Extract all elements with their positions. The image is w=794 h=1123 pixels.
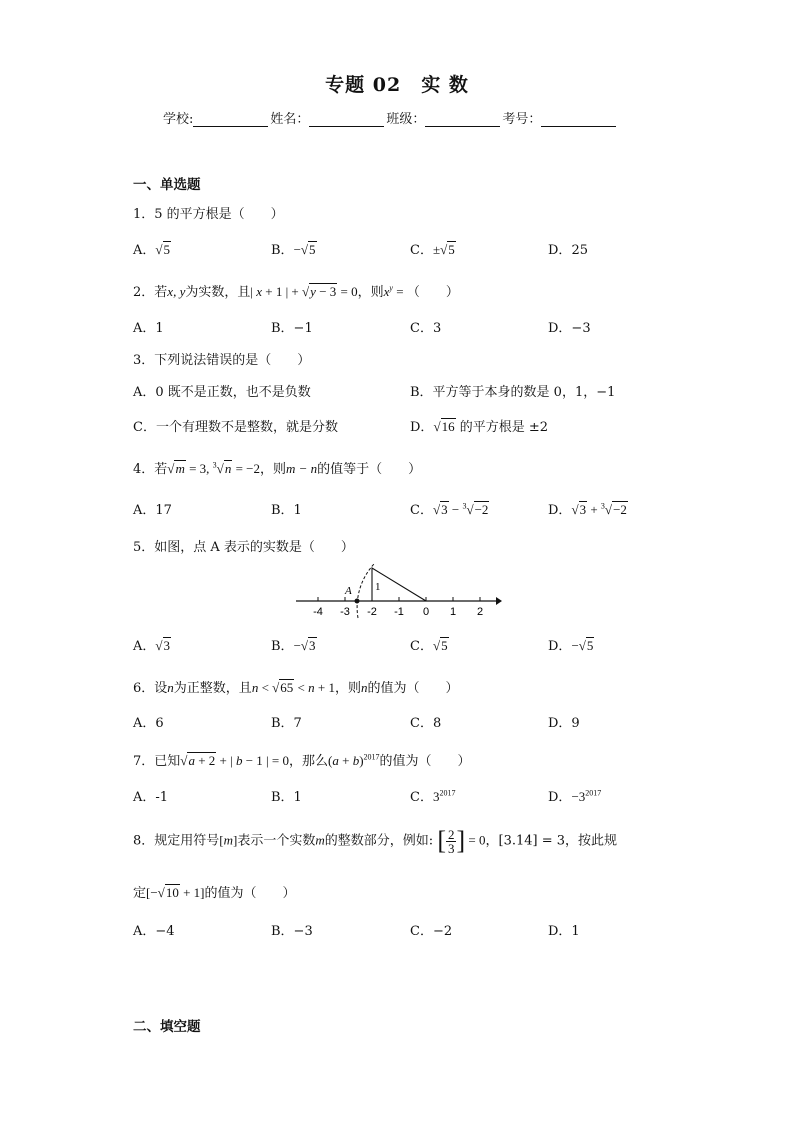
q2-option-b[interactable]: B．−1	[271, 321, 313, 336]
question-5: 5．如图，点 A 表示的实数是（ ）	[133, 540, 354, 555]
q8-option-a[interactable]: A．−4	[133, 924, 175, 939]
question-8-line-2: 定[−√10 + 1]的值为（ ）	[133, 885, 296, 901]
question-4: 4．若√m = 3, $^3$√n = −2，则m − n的值等于（ ）	[133, 460, 422, 477]
q7-option-b[interactable]: B．1	[271, 790, 302, 805]
student-info-line	[163, 108, 618, 127]
axis-arrow	[496, 597, 502, 605]
page-title: 专题 02 实 数	[325, 74, 469, 96]
q7-option-a[interactable]: A．-1	[133, 790, 169, 805]
question-6: 6．设n为正整数，且n < √65 < n + 1，则n的值为（ ）	[133, 680, 459, 696]
point-a	[355, 599, 360, 604]
q1-option-a[interactable]: A．√5	[133, 242, 171, 258]
number-blank[interactable]	[541, 112, 616, 127]
q4-option-c[interactable]: C．√3 − $^3$√−2	[410, 501, 489, 518]
name-blank[interactable]	[309, 112, 384, 127]
number-line-figure	[290, 560, 505, 624]
axis-tick-label: 1	[449, 606, 457, 618]
q5-option-a[interactable]: A．√3	[133, 638, 171, 654]
q3-option-a[interactable]: A．0 既不是正数，也不是负数	[133, 385, 311, 400]
class-blank[interactable]	[425, 112, 500, 127]
question-number: 1．	[133, 207, 155, 222]
question-text: 5 的平方根是（ ）	[154, 207, 284, 222]
q8-option-c[interactable]: C．−2	[410, 924, 453, 939]
axis-tick-label: 2	[476, 606, 484, 618]
q7-option-d[interactable]: D．$-3^{2017}$	[548, 788, 602, 805]
question-7: 7．已知√a + 2 + | b − 1 | = 0，那么$(a + b)^{2017}$的值为（ ）	[133, 752, 471, 769]
q6-option-b[interactable]: B．7	[271, 716, 302, 731]
height-label: 1	[375, 581, 381, 593]
q5-option-d[interactable]: D．−√5	[548, 638, 594, 654]
q4-option-d[interactable]: D．√3 + $^3$√−2	[548, 501, 627, 518]
axis-tick-label: 0	[422, 606, 430, 618]
q6-option-c[interactable]: C．8	[410, 716, 442, 731]
school-label: 学校:	[163, 112, 194, 127]
q4-option-b[interactable]: B．1	[271, 503, 302, 518]
section-heading-fill-blank: 二、填空题	[133, 1019, 201, 1035]
school-blank[interactable]	[193, 112, 268, 127]
axis-tick-label: -4	[313, 606, 323, 618]
q1-option-d[interactable]: D．25	[548, 243, 588, 258]
q3-option-c[interactable]: C．一个有理数不是整数，就是分数	[133, 420, 338, 435]
q5-option-c[interactable]: C．√5	[410, 638, 448, 654]
name-label: 姓名：	[270, 112, 310, 127]
q6-option-a[interactable]: A．6	[133, 716, 164, 731]
q8-option-b[interactable]: B．−3	[271, 924, 313, 939]
class-label: 班级：	[386, 112, 426, 127]
question-1	[133, 203, 284, 222]
q1-option-c[interactable]: C．±√5	[410, 242, 455, 258]
axis-ticks	[313, 597, 483, 618]
q2-option-a[interactable]: A．1	[133, 321, 164, 336]
q5-option-b[interactable]: B．−√3	[271, 638, 316, 654]
axis-tick-label: -3	[340, 606, 350, 618]
q8-option-d[interactable]: D．1	[548, 924, 580, 939]
point-a-label: A	[345, 585, 352, 597]
q4-option-a[interactable]: A．17	[133, 503, 172, 518]
q7-option-c[interactable]: C．$3^{2017}$	[410, 788, 456, 805]
q1-option-b[interactable]: B．−√5	[271, 242, 316, 258]
q2-option-d[interactable]: D．−3	[548, 321, 591, 336]
number-label: 考号：	[502, 112, 542, 127]
q2-option-c[interactable]: C．3	[410, 321, 442, 336]
question-2: 2．若x, y为实数，且| x + 1 | + √y − 3 = 0，则$x^y$ = （ ）	[133, 283, 459, 300]
q6-option-d[interactable]: D．9	[548, 716, 580, 731]
axis-tick-label: -1	[394, 606, 404, 618]
axis-tick-label: -2	[367, 606, 377, 618]
q3-option-b[interactable]: B．平方等于本身的数是 0，1，−1	[410, 385, 616, 400]
question-3: 3．下列说法错误的是（ ）	[133, 353, 311, 368]
section-heading-single-choice: 一、单选题	[133, 177, 201, 193]
question-8: 8．规定用符号[m]表示一个实数m的整数部分，例如: [ $\frac{2}{3}$ ] = 0，[3.14] = 3，按此规	[133, 826, 618, 856]
q3-option-d[interactable]: D．√16 的平方根是 ±2	[410, 419, 549, 435]
